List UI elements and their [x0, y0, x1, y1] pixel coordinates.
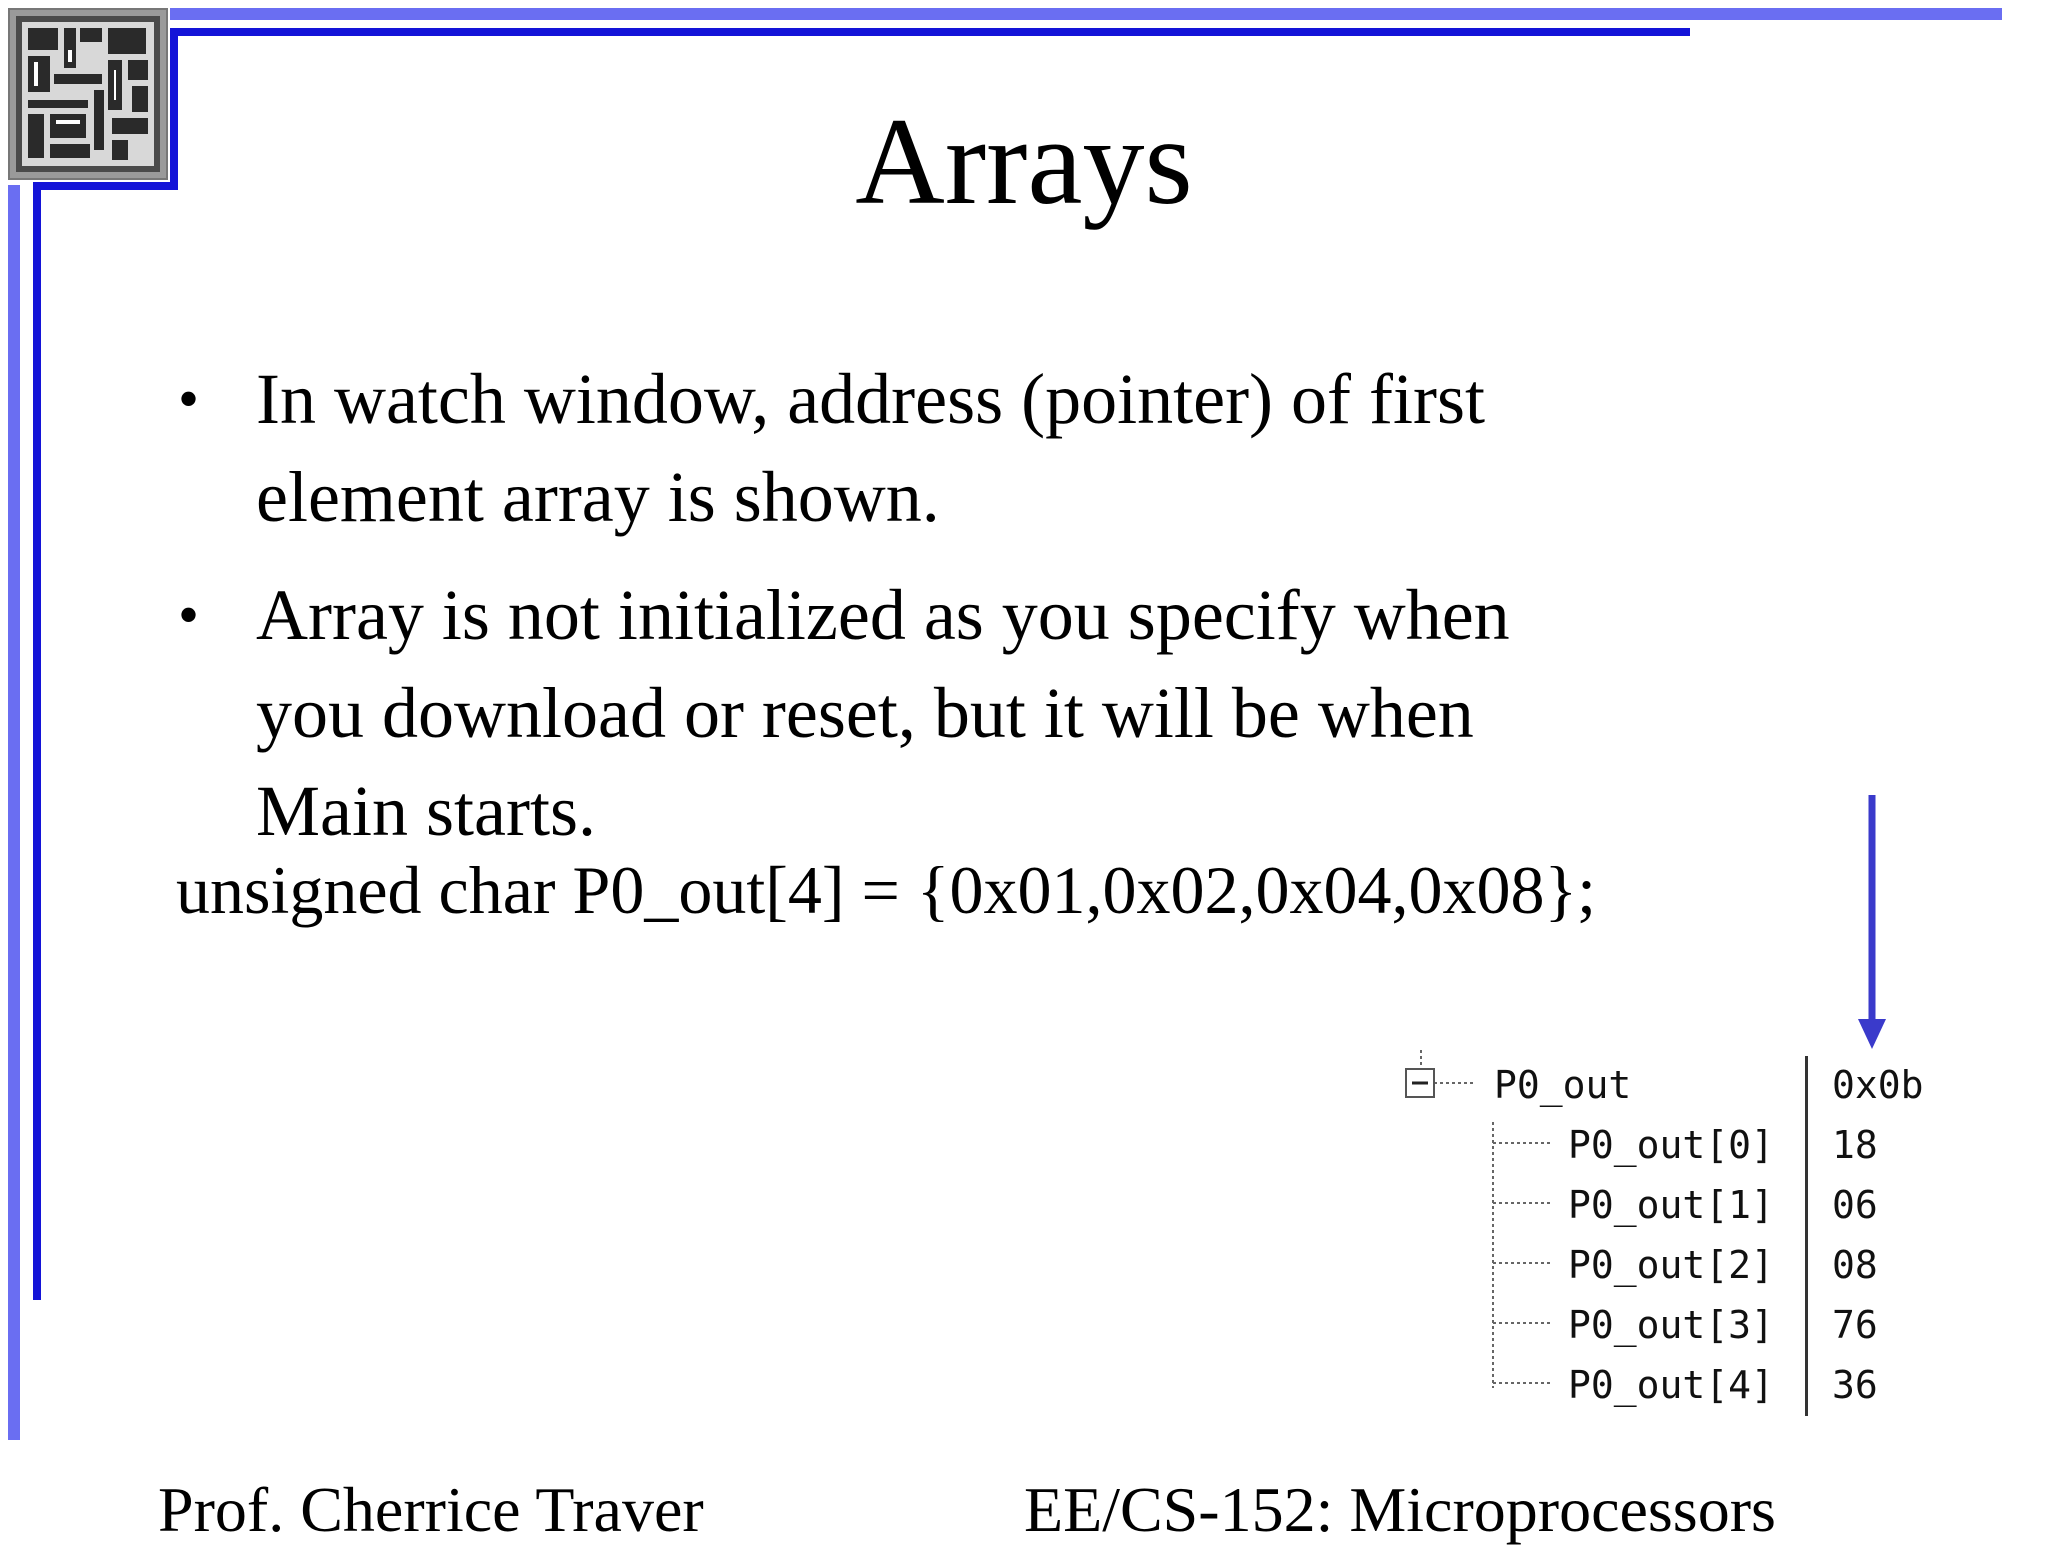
footer-author: Prof. Cherrice Traver [158, 1474, 704, 1545]
watch-child-value: 76 [1832, 1303, 1878, 1347]
slide-title: Arrays [855, 93, 1193, 230]
bullet-line: you download or reset, but it will be when [256, 673, 1474, 753]
watch-child-name[interactable]: P0_out[1] [1568, 1183, 1774, 1227]
watch-window [1400, 1050, 1924, 1420]
bullet-line: Array is not initialized as you specify when [256, 575, 1510, 655]
watch-child-value: 08 [1832, 1243, 1878, 1287]
left-frame-line-light [8, 185, 20, 1440]
watch-child-name[interactable]: P0_out[4] [1568, 1363, 1774, 1407]
watch-child-value: 18 [1832, 1123, 1878, 1167]
minus-box-icon[interactable] [1405, 1068, 1437, 1100]
bullet-marker: • [178, 582, 200, 648]
bullet-list [170, 350, 1730, 880]
watch-child-name[interactable]: P0_out[0] [1568, 1123, 1774, 1167]
bullet-line: Main starts. [256, 771, 596, 851]
watch-child-value: 36 [1832, 1363, 1878, 1407]
top-frame-line-light [170, 8, 2002, 20]
watch-root-value: 0x0b [1832, 1063, 1924, 1107]
array-declaration-code: unsigned char P0_out[4] = {0x01,0x02,0x04,0x08}; [176, 852, 1597, 928]
watch-child-value: 06 [1832, 1183, 1878, 1227]
watch-child-name[interactable]: P0_out[2] [1568, 1243, 1774, 1287]
column-divider[interactable] [1805, 1056, 1808, 1416]
bullet-marker: • [178, 366, 200, 432]
left-frame-line-dark [33, 185, 41, 1300]
bullet-item [170, 566, 1730, 860]
top-frame-line-dark [170, 28, 1690, 36]
watch-child-name[interactable]: P0_out[3] [1568, 1303, 1774, 1347]
bullet-line: element array is shown. [256, 457, 940, 537]
watch-root-name[interactable]: P0_out [1494, 1063, 1632, 1107]
bullet-item [170, 350, 1730, 546]
footer-course: EE/CS-152: Microprocessors [1024, 1474, 1776, 1545]
bullet-line: In watch window, address (pointer) of first [256, 359, 1485, 439]
down-arrow-icon [1852, 795, 1892, 1055]
